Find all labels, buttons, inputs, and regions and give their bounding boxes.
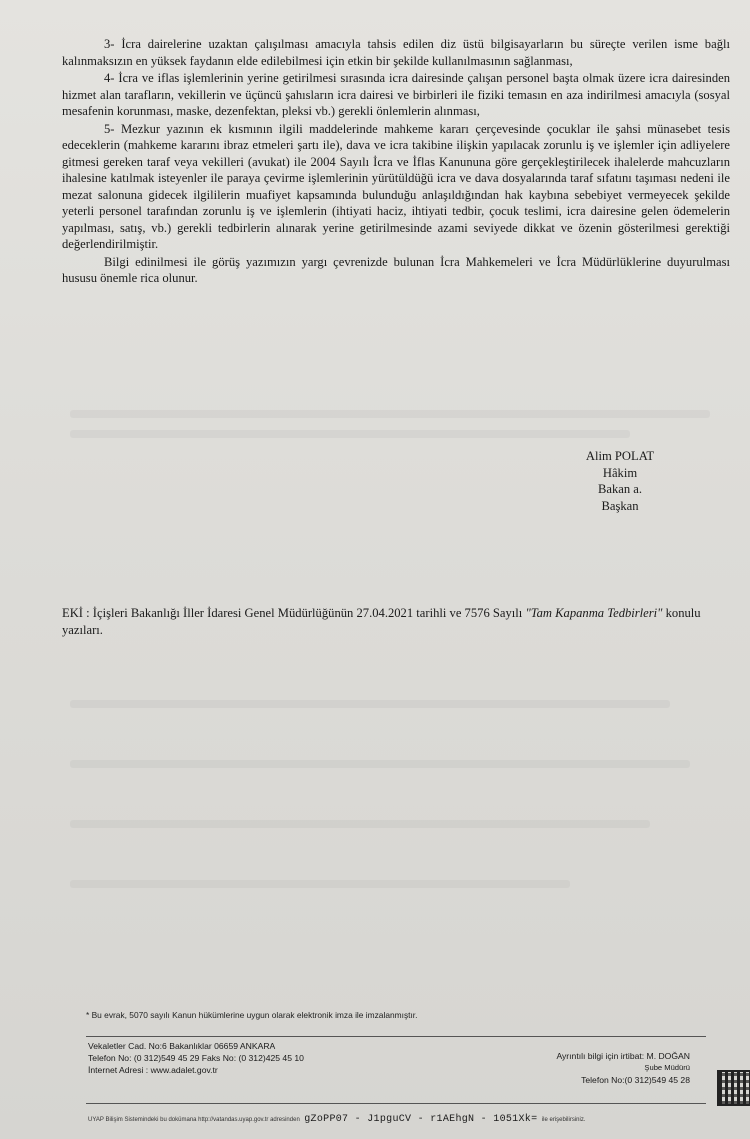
paragraph-item-3: 3- İcra dairelerine uzaktan çalışılması amacıyla tahsis edilen diz üstü bilgisayarların bu süreçte verilen isme bağlı kalınmaksızın en yüksek faydanın elde edilebilmesi için etkin bir şekilde kullanılmasının sağlanması, [62, 37, 730, 68]
signature-block [560, 448, 680, 514]
signatory-position: Başkan [601, 498, 639, 513]
attachment-line [62, 605, 722, 638]
footer-divider [86, 1036, 706, 1037]
footer-contact-phone: Telefon No:(0 312)549 45 28 [581, 1075, 690, 1085]
bleed-through-line [70, 430, 630, 438]
bleed-through-line [70, 410, 710, 418]
bleed-through-line [70, 820, 650, 828]
attachment-text: : İçişleri Bakanlığı İller İdaresi Genel Müdürlüğünün 27.04.2021 tarihli ve 7576 Sayılı [86, 606, 523, 620]
bleed-through-line [70, 700, 670, 708]
footer-address-block [88, 1040, 304, 1076]
uyap-verification-line [88, 1108, 708, 1126]
verification-suffix: ile erişebilirsiniz. [541, 1117, 586, 1123]
attachment-text-end: konulu yazıları. [62, 606, 701, 637]
paragraph-item-5: 5- Mezkur yazının ek kısmının ilgili maddelerinde mahkeme kararı çerçevesinde çocuklar ile şahsi münasebet tesis edeceklerin (mahkeme kararını ibraz etmeleri şartı ile), dava ve icra takibine ilişkin yapılacak zorunlu iş ve işlemler için adliyelere gitmesi gereken taraf veya vekilleri (avukat) ile 2004 Sayılı İcra ve İflas Kanununa göre gerçekleştirilecek ihalelerde mahcuzların ihalesine katılmak isteyenler ile paraya çevirme işlemlerinin yürütüldüğü icra ve dava dosyalarında taraf sıfatını taşıması nedeni ile mezat salonuna gidecek ilgililerin muafiyet kapsamında bulunduğu anlaşıldığından hak kaybına sebebiyet vermeyecek şekilde yeterli personel tarafından zorunlu iş ve işlemlerin (ihtiyati haciz, ihtiyati tedbir, çocuk teslimi, icra dairesine gelen ödemelerin yapılması, satış, vb.) gerekli tedbirlerin alınarak yerine getirilmesinde azami seviyede dikkat ve özenin gösterilmesi gerektiği değerlendirilmiştir. [62, 121, 730, 251]
signatory-title: Hâkim [602, 465, 638, 480]
footer-divider-bottom [86, 1103, 706, 1104]
attachment-label: EKİ [62, 606, 83, 620]
footer-phone-fax: Telefon No: (0 312)549 45 29 Faks No: (0 312)425 45 10 [88, 1053, 304, 1063]
letter-body [62, 36, 730, 288]
footer-contact-block [470, 1050, 690, 1086]
bleed-through-line [70, 880, 570, 888]
bleed-through-line [70, 760, 690, 768]
footer-contact: Ayrıntılı bilgi için irtibat: M. DOĞAN [556, 1051, 690, 1061]
signatory-name: Alim POLAT [585, 449, 655, 463]
closing-paragraph: Bilgi edinilmesi ile görüş yazımızın yargı çevrenizde bulunan İcra Mahkemeleri ve İcra Müdürlüklerine duyurulması hususu önemle rica olunur. [62, 254, 730, 285]
e-signature-note: * Bu evrak, 5070 sayılı Kanun hükümlerine uygun olarak elektronik imza ile imzalanmıştır. [86, 1010, 418, 1020]
attachment-title: "Tam Kapanma Tedbirleri" [525, 606, 663, 620]
paragraph-item-4: 4- İcra ve iflas işlemlerinin yerine getirilmesi sırasında icra dairesinde çalışan personel başta olmak üzere icra dairesinden hizmet alan tarafların, vekillerin ve üçüncü şahısların icra dairesi ve birbirleri ile fiziki temasın en aza indirilmesi amacıyla (sosyal mesafenin korunması, maske, dezenfektan, pleksi vb.) gerekli önlemlerin alınması, [62, 71, 730, 118]
signatory-role: Bakan a. [597, 482, 643, 496]
footer-contact-role: Şube Müdürü [644, 1063, 690, 1072]
footer-internet: İnternet Adresi : www.adalet.gov.tr [88, 1065, 218, 1075]
qr-code-icon [717, 1070, 750, 1106]
uyap-text: UYAP Bilişim Sistemindeki bu dokümana http://vatandas.uyap.gov.tr adresinden [88, 1117, 300, 1123]
footer-address: Vekaletler Cad. No:6 Bakanlıklar 06659 ANKARA [88, 1041, 276, 1051]
verification-code: gZoPP07 - J1pguCV - r1AEhgN - 1051Xk= [304, 1114, 538, 1125]
